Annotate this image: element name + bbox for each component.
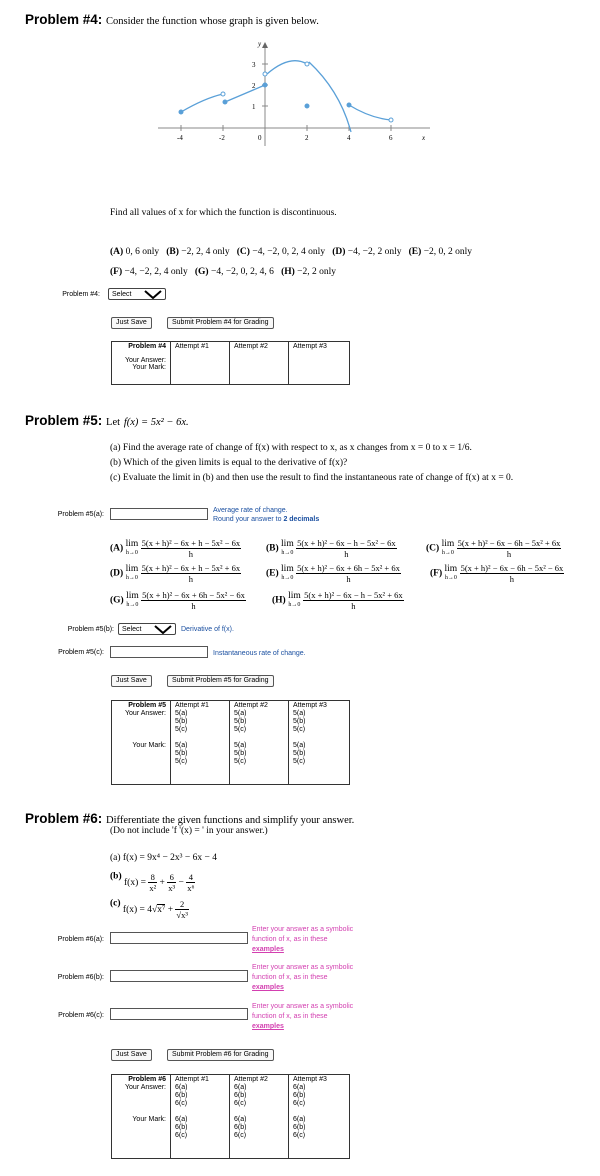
p4-answer-label: Problem #4: bbox=[62, 291, 100, 298]
x-tick: 0 bbox=[258, 134, 262, 142]
p6c-hint: Enter your answer as a symbolic function of x, as in these examples bbox=[252, 1003, 354, 1030]
p4-select[interactable]: Select bbox=[108, 288, 166, 300]
limit-option-H: (H) lim h→0 $\frac{\text{5(x + h)² − 6x − h − 5x² + 6x}}{h}$ bbox=[272, 590, 403, 611]
limit-option-G: (G) lim h→0 $\frac{\text{5(x + h)² − 6x + 6h − 5x² − 6x}}{h}$ bbox=[110, 590, 245, 611]
curve-segment bbox=[309, 62, 351, 132]
examples-link[interactable]: examples bbox=[252, 1023, 284, 1030]
p4-question: Find all values of x for which the function is discontinuous. bbox=[110, 208, 337, 218]
curve-segment bbox=[181, 94, 223, 112]
p5c-label: Problem #5(c): bbox=[58, 649, 104, 656]
open-point bbox=[305, 62, 309, 66]
curve-segment bbox=[267, 61, 307, 74]
p5-submit-button[interactable]: Submit Problem #5 for Grading bbox=[167, 675, 274, 687]
open-point bbox=[389, 118, 393, 122]
open-point bbox=[263, 72, 267, 76]
p6-function-a: (a) f(x) = 9x⁴ − 2x³ − 6x − 4 bbox=[110, 853, 218, 863]
limit-option-E: (E) lim h→0 $\frac{\text{5(x + h)² − 6x + 6h − 5x² + 6x}}{h}$ bbox=[266, 563, 400, 584]
filled-point bbox=[305, 104, 309, 108]
p6-submit-button[interactable]: Submit Problem #6 for Grading bbox=[167, 1049, 274, 1061]
attempt-3-header: Attempt #3 bbox=[293, 343, 327, 350]
problem-5-title: Problem #5: Let f(x) = 5x² − 6x. bbox=[25, 413, 189, 428]
attempt-2-header: Attempt #2 bbox=[230, 342, 289, 384]
p5a-hint: Average rate of change. Round your answer to 2 decimals bbox=[213, 507, 320, 523]
filled-point bbox=[263, 83, 267, 87]
p5-just-save-button[interactable]: Just Save bbox=[111, 675, 152, 687]
limit-option-F: (F) lim h→0 $\frac{\text{5(x + h)² − 6x − 6h − 5x² − 6x}}{h}$ bbox=[430, 563, 564, 584]
limit-option-D: (D) lim h→0 $\frac{\text{5(x + h)² − 6x + h − 5x² + 6x}}{h}$ bbox=[110, 563, 241, 584]
x-tick: 4 bbox=[347, 134, 351, 142]
examples-link[interactable]: examples bbox=[252, 984, 284, 991]
x-tick: -2 bbox=[219, 134, 225, 142]
p5a-label: Problem #5(a): bbox=[57, 511, 104, 518]
x-axis-label: x bbox=[422, 134, 426, 142]
p4-just-save-button[interactable]: Just Save bbox=[111, 317, 152, 329]
p6c-input[interactable] bbox=[110, 1008, 248, 1020]
p6a-input[interactable] bbox=[110, 932, 248, 944]
p5-attempts-table: Problem #5 Your Answer: Your Mark: Attempt #1 5(a) 5(b) 5(c) 5(a) 5(b) 5(c) Attempt #2 5(a) 5(b) 5(c) 5(a) 5(b) 5(c) Attempt #3 5(a) 5(b) 5(c) 5(a) 5(b) 5(c) bbox=[111, 700, 350, 785]
p6-function-b: (b) f(x) = $\frac{8}{\text{x²}}$ + $\frac{6}{\text{x³}}$ − $\frac{4}{\text{x⁶}}$ bbox=[110, 871, 195, 893]
curve-segment bbox=[225, 85, 265, 102]
chevron-down-icon bbox=[144, 290, 162, 299]
p6-note: (Do not include 'f '(x) = ' in your answer.) bbox=[110, 826, 268, 836]
p4-options-row1: (A) 0, 6 only (B) −2, 2, 4 only (C) −4, −2, 0, 2, 4 only (D) −4, −2, 2 only (E) −2, 0, 2 only bbox=[110, 247, 473, 257]
y-axis-label: y bbox=[258, 40, 262, 48]
y-tick: 1 bbox=[252, 103, 256, 111]
x-tick: 6 bbox=[389, 134, 393, 142]
p5b-hint: Derivative of f(x). bbox=[181, 626, 234, 633]
attempt-1-header: Attempt #1 bbox=[171, 342, 230, 384]
p4-submit-button[interactable]: Submit Problem #4 for Grading bbox=[167, 317, 274, 329]
filled-point bbox=[347, 103, 351, 107]
p6-attempts-table: Problem #6 Your Answer: Your Mark: Attempt #1 6(a) 6(b) 6(c) 6(a) 6(b) 6(c) Attempt #2 6(a) 6(b) 6(c) 6(a) 6(b) 6(c) Attempt #3 6(a) 6(b) 6(c) 6(a) 6(b) 6(c) bbox=[111, 1074, 350, 1159]
y-tick: 3 bbox=[252, 61, 256, 69]
p5a-input[interactable] bbox=[110, 508, 208, 520]
p4-attempts-table: Problem #4 Your Answer: Your Mark: Attempt #1 Attempt #2 Attempt #3 bbox=[111, 341, 350, 385]
p5b-select[interactable]: Select bbox=[118, 623, 176, 635]
limit-option-B: (B) lim h→0 $\frac{\text{5(x + h)² − 6x − h − 5x² − 6x}}{h}$ bbox=[266, 538, 396, 559]
chevron-down-icon bbox=[154, 625, 172, 634]
p5c-hint: Instantaneous rate of change. bbox=[213, 650, 306, 657]
p5b-label: Problem #5(b): bbox=[67, 626, 114, 633]
open-point bbox=[221, 92, 225, 96]
limit-option-A: (A) lim h→0 $\frac{\text{5(x + h)² − 6x + h − 5x² − 6x}}{h}$ bbox=[110, 538, 241, 559]
limit-option-C: (C) lim h→0 $\frac{\text{5(x + h)² − 6x − 6h − 5x² + 6x}}{h}$ bbox=[426, 538, 561, 559]
examples-link[interactable]: examples bbox=[252, 946, 284, 953]
p6a-label: Problem #6(a): bbox=[57, 936, 104, 943]
p6-function-c: (c) f(x) = 4√x⁷ + $\frac{2}{\text{√x³}}$ bbox=[110, 898, 188, 920]
x-tick: -4 bbox=[177, 134, 183, 142]
filled-point bbox=[223, 100, 227, 104]
y-tick: 2 bbox=[252, 82, 256, 90]
function-graph bbox=[140, 36, 440, 151]
p6b-hint: Enter your answer as a symbolic function of x, as in these examples bbox=[252, 964, 354, 991]
problem-4-title: Problem #4: Consider the function whose graph is given below. bbox=[25, 12, 319, 27]
problem-6-title: Problem #6: Differentiate the given functions and simplify your answer. bbox=[25, 811, 355, 826]
p6a-hint: Enter your answer as a symbolic function of x, as in these examples bbox=[252, 926, 354, 953]
x-tick: 2 bbox=[305, 134, 309, 142]
curve-segment bbox=[349, 105, 391, 120]
p6c-label: Problem #6(c): bbox=[58, 1012, 104, 1019]
p5c-input[interactable] bbox=[110, 646, 208, 658]
p6b-label: Problem #6(b): bbox=[57, 974, 104, 981]
p5-instructions: (a) Find the average rate of change of f(x) with respect to x, as x changes from x = 0 to x = 1/6. (b) Which of the given limits is equal to the derivative of f(x)? (c) Evaluate the limit in (b) and then use the result to find the instantaneous rate of change of f(x) at x = 0. bbox=[110, 443, 514, 483]
p4-options-row2: (F) −4, −2, 2, 4 only (G) −4, −2, 0, 2, 4, 6 (H) −2, 2 only bbox=[110, 267, 337, 277]
filled-point bbox=[179, 110, 183, 114]
p6b-input[interactable] bbox=[110, 970, 248, 982]
p6-just-save-button[interactable]: Just Save bbox=[111, 1049, 152, 1061]
